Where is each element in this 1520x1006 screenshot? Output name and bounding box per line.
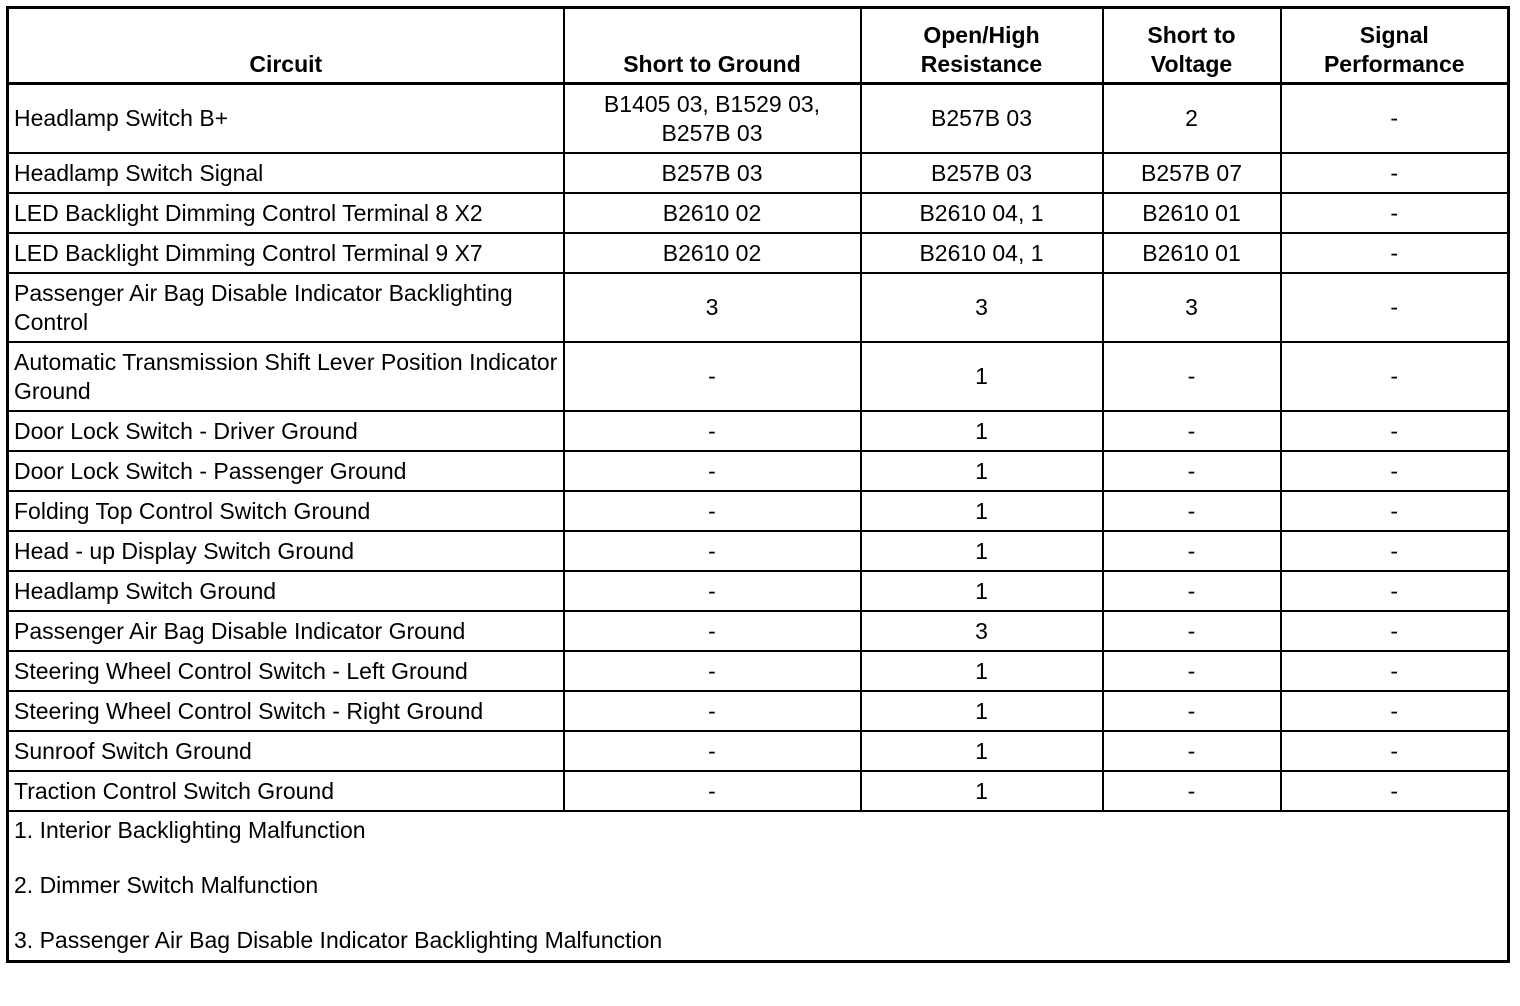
table-row [8, 451, 1509, 491]
row-circuit: Passenger Air Bag Disable Indicator Ground [8, 611, 564, 651]
row-circuit: Traction Control Switch Ground [8, 771, 564, 811]
row-short-to-voltage: - [1103, 451, 1281, 491]
row-short-to-voltage: - [1103, 491, 1281, 531]
row-short-to-ground: - [564, 451, 861, 491]
table-row [8, 611, 1509, 651]
row-open-high-resistance: 1 [861, 411, 1103, 451]
row-circuit: Steering Wheel Control Switch - Right Ground [8, 691, 564, 731]
note-1: 1. Interior Backlighting Malfunction [14, 817, 366, 843]
row-signal-performance: - [1281, 771, 1509, 811]
header-short-to-voltage: Short to Voltage [1103, 8, 1281, 84]
row-signal-performance: - [1281, 731, 1509, 771]
row-short-to-voltage: B257B 07 [1103, 153, 1281, 193]
row-short-to-ground: - [564, 691, 861, 731]
row-open-high-resistance: 1 [861, 731, 1103, 771]
table-row [8, 491, 1509, 531]
row-short-to-ground: - [564, 731, 861, 771]
row-open-high-resistance: 1 [861, 342, 1103, 411]
row-signal-performance: - [1281, 233, 1509, 273]
row-open-high-resistance: 1 [861, 491, 1103, 531]
table-header [8, 8, 1509, 84]
row-open-high-resistance: B257B 03 [861, 84, 1103, 154]
row-short-to-voltage: - [1103, 611, 1281, 651]
row-signal-performance: - [1281, 84, 1509, 154]
row-short-to-ground: B2610 02 [564, 233, 861, 273]
table-row [8, 571, 1509, 611]
row-circuit: Steering Wheel Control Switch - Left Ground [8, 651, 564, 691]
header-row [8, 8, 1509, 84]
row-short-to-ground: - [564, 342, 861, 411]
row-short-to-ground: 3 [564, 273, 861, 342]
row-circuit: Headlamp Switch Ground [8, 571, 564, 611]
row-circuit: Headlamp Switch Signal [8, 153, 564, 193]
row-circuit: Folding Top Control Switch Ground [8, 491, 564, 531]
header-circuit: Circuit [8, 8, 564, 84]
row-circuit: Automatic Transmission Shift Lever Position Indicator Ground [8, 342, 564, 411]
table-notes [8, 811, 1509, 962]
row-signal-performance: - [1281, 491, 1509, 531]
row-open-high-resistance: 1 [861, 531, 1103, 571]
row-short-to-ground: - [564, 531, 861, 571]
table-row [8, 193, 1509, 233]
row-short-to-voltage: B2610 01 [1103, 233, 1281, 273]
row-circuit: Passenger Air Bag Disable Indicator Backlighting Control [8, 273, 564, 342]
note-3: 3. Passenger Air Bag Disable Indicator Backlighting Malfunction [14, 927, 663, 953]
table-row [8, 771, 1509, 811]
row-short-to-ground: - [564, 771, 861, 811]
row-signal-performance: - [1281, 651, 1509, 691]
row-short-to-voltage: - [1103, 411, 1281, 451]
row-open-high-resistance: 1 [861, 771, 1103, 811]
notes-row [8, 811, 1509, 962]
table-row [8, 273, 1509, 342]
note-2: 2. Dimmer Switch Malfunction [14, 872, 319, 898]
row-open-high-resistance: 3 [861, 611, 1103, 651]
row-open-high-resistance: B2610 04, 1 [861, 233, 1103, 273]
row-signal-performance: - [1281, 342, 1509, 411]
row-short-to-ground: B2610 02 [564, 193, 861, 233]
table-row [8, 531, 1509, 571]
row-signal-performance: - [1281, 691, 1509, 731]
row-circuit: Door Lock Switch - Driver Ground [8, 411, 564, 451]
row-signal-performance: - [1281, 451, 1509, 491]
notes-cell [8, 811, 1509, 962]
row-short-to-ground: - [564, 651, 861, 691]
row-signal-performance: - [1281, 193, 1509, 233]
table-row [8, 411, 1509, 451]
row-circuit: Sunroof Switch Ground [8, 731, 564, 771]
row-short-to-ground: - [564, 571, 861, 611]
row-signal-performance: - [1281, 571, 1509, 611]
row-circuit: Headlamp Switch B+ [8, 84, 564, 154]
row-short-to-ground: - [564, 611, 861, 651]
row-signal-performance: - [1281, 153, 1509, 193]
row-circuit: LED Backlight Dimming Control Terminal 9 X7 [8, 233, 564, 273]
row-signal-performance: - [1281, 531, 1509, 571]
row-short-to-voltage: - [1103, 731, 1281, 771]
row-short-to-voltage: - [1103, 771, 1281, 811]
table-row [8, 691, 1509, 731]
row-short-to-voltage: - [1103, 651, 1281, 691]
header-signal-performance: Signal Performance [1281, 8, 1509, 84]
diagnostic-table-container [6, 6, 1507, 963]
row-short-to-voltage: B2610 01 [1103, 193, 1281, 233]
circuit-fault-table [6, 6, 1510, 963]
row-short-to-voltage: - [1103, 571, 1281, 611]
row-signal-performance: - [1281, 411, 1509, 451]
row-circuit: LED Backlight Dimming Control Terminal 8 X2 [8, 193, 564, 233]
table-row [8, 731, 1509, 771]
row-short-to-ground: B257B 03 [564, 153, 861, 193]
row-short-to-ground: - [564, 491, 861, 531]
table-row [8, 233, 1509, 273]
table-row [8, 342, 1509, 411]
row-short-to-voltage: - [1103, 342, 1281, 411]
row-open-high-resistance: B2610 04, 1 [861, 193, 1103, 233]
row-signal-performance: - [1281, 611, 1509, 651]
row-circuit: Door Lock Switch - Passenger Ground [8, 451, 564, 491]
row-short-to-voltage: 3 [1103, 273, 1281, 342]
header-short-to-ground: Short to Ground [564, 8, 861, 84]
row-short-to-ground: - [564, 411, 861, 451]
row-short-to-voltage: - [1103, 531, 1281, 571]
row-short-to-voltage: 2 [1103, 84, 1281, 154]
row-signal-performance: - [1281, 273, 1509, 342]
row-open-high-resistance: B257B 03 [861, 153, 1103, 193]
row-open-high-resistance: 1 [861, 651, 1103, 691]
row-open-high-resistance: 1 [861, 691, 1103, 731]
header-open-high-resistance: Open/High Resistance [861, 8, 1103, 84]
row-open-high-resistance: 1 [861, 571, 1103, 611]
table-row [8, 153, 1509, 193]
row-open-high-resistance: 3 [861, 273, 1103, 342]
table-row [8, 651, 1509, 691]
row-short-to-voltage: - [1103, 691, 1281, 731]
row-open-high-resistance: 1 [861, 451, 1103, 491]
table-row [8, 84, 1509, 154]
row-short-to-ground: B1405 03, B1529 03, B257B 03 [564, 84, 861, 154]
table-body [8, 84, 1509, 812]
row-circuit: Head - up Display Switch Ground [8, 531, 564, 571]
